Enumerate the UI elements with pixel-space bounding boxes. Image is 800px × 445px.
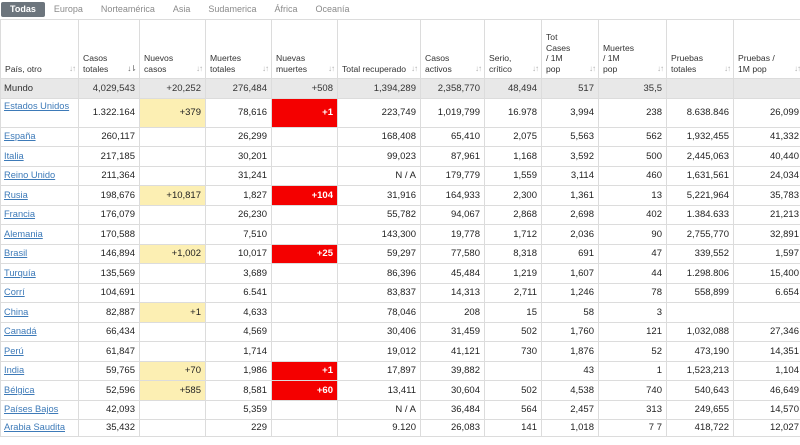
value-cell: [272, 225, 338, 245]
value-cell: 35,432: [79, 420, 140, 437]
value-cell: 31,241: [206, 166, 272, 186]
value-cell: 1: [599, 361, 667, 381]
value-cell: 14,313: [421, 283, 485, 303]
value-cell: 99,023: [338, 147, 421, 167]
tab-norteamérica[interactable]: Norteamérica: [100, 4, 155, 14]
value-cell: 168,408: [338, 127, 421, 147]
value-cell: 1,932,455: [667, 127, 734, 147]
value-cell: +585: [140, 381, 206, 401]
value-cell: [272, 303, 338, 323]
table-row: [1, 361, 800, 381]
country-link[interactable]: Corrí: [4, 287, 25, 298]
value-cell: 19,778: [421, 225, 485, 245]
value-cell: 562: [599, 127, 667, 147]
value-cell: 3,689: [206, 264, 272, 284]
value-cell: 418,722: [667, 420, 734, 437]
value-cell: 135,569: [79, 264, 140, 284]
value-cell: 238: [599, 98, 667, 127]
value-cell: 30,406: [338, 322, 421, 342]
column-header-label: Nuevos casos: [144, 53, 174, 74]
value-cell: 223,749: [338, 98, 421, 127]
column-header-label: País, otro: [5, 63, 42, 74]
value-cell: 1,219: [485, 264, 542, 284]
value-cell: [140, 127, 206, 147]
value-cell: 41,332: [734, 127, 800, 147]
value-cell: 66,434: [79, 322, 140, 342]
value-cell: 12,027: [734, 420, 800, 437]
value-cell: 3,994: [542, 98, 599, 127]
value-cell: 94,067: [421, 205, 485, 225]
value-cell: +104: [272, 186, 338, 206]
value-cell: 502: [485, 322, 542, 342]
value-cell: 402: [599, 205, 667, 225]
value-cell: 1,760: [542, 322, 599, 342]
country-cell: [1, 244, 79, 264]
world-row: [1, 79, 800, 99]
value-cell: 179,779: [421, 166, 485, 186]
column-header-label: Muertes / 1M pop: [603, 42, 635, 74]
value-cell: 2,075: [485, 127, 542, 147]
value-cell: 90: [599, 225, 667, 245]
value-cell: N / A: [338, 400, 421, 420]
value-cell: +70: [140, 361, 206, 381]
value-cell: +25: [272, 244, 338, 264]
value-cell: [272, 264, 338, 284]
value-cell: [272, 127, 338, 147]
value-cell: 7 7: [599, 420, 667, 437]
value-cell: 2,868: [485, 205, 542, 225]
value-cell: 1,712: [485, 225, 542, 245]
table-row: [1, 244, 800, 264]
sort-arrows-icon[interactable]: ↓↑: [724, 63, 730, 73]
value-cell: 9.120: [338, 420, 421, 437]
value-cell: 1,019,799: [421, 98, 485, 127]
value-cell: 691: [542, 244, 599, 264]
value-cell: 43: [542, 361, 599, 381]
value-cell: 35,5: [599, 79, 667, 99]
value-cell: 52: [599, 342, 667, 362]
value-cell: [272, 283, 338, 303]
value-cell: 2,755,770: [667, 225, 734, 245]
sort-arrows-icon[interactable]: ↓⇂: [127, 63, 136, 73]
value-cell: 339,552: [667, 244, 734, 264]
value-cell: 26,099: [734, 98, 800, 127]
table-row: [1, 166, 800, 186]
tab-áfrica[interactable]: África: [274, 4, 298, 14]
country-link[interactable]: Arabia Saudita: [4, 422, 65, 432]
value-cell: 558,899: [667, 283, 734, 303]
value-cell: 500: [599, 147, 667, 167]
value-cell: 146,894: [79, 244, 140, 264]
column-header[interactable]: [485, 20, 542, 79]
column-header-label: Muertes totales: [210, 53, 242, 74]
value-cell: 1.384.633: [667, 205, 734, 225]
value-cell: 276,484: [206, 79, 272, 99]
value-cell: 217,185: [79, 147, 140, 167]
value-cell: 83,837: [338, 283, 421, 303]
value-cell: 4,538: [542, 381, 599, 401]
value-cell: +10,817: [140, 186, 206, 206]
sort-arrows-icon[interactable]: ↓↑: [196, 63, 202, 73]
country-link[interactable]: Francia: [4, 209, 36, 220]
tab-asia[interactable]: Asia: [172, 4, 191, 14]
value-cell: 121: [599, 322, 667, 342]
table-row: [1, 420, 800, 437]
value-cell: 1,104: [734, 361, 800, 381]
value-cell: 61,847: [79, 342, 140, 362]
value-cell: 17,897: [338, 361, 421, 381]
value-cell: 2,300: [485, 186, 542, 206]
country-cell: [1, 225, 79, 245]
value-cell: 16.978: [485, 98, 542, 127]
value-cell: [734, 303, 800, 323]
value-cell: [667, 79, 734, 99]
value-cell: 27,346: [734, 322, 800, 342]
value-cell: 30,604: [421, 381, 485, 401]
column-header[interactable]: [206, 20, 272, 79]
country-link[interactable]: Perú: [4, 345, 24, 356]
value-cell: 15,400: [734, 264, 800, 284]
value-cell: 1,714: [206, 342, 272, 362]
value-cell: 5,221,964: [667, 186, 734, 206]
sort-arrows-icon[interactable]: ↓↑: [328, 63, 334, 73]
value-cell: 1,559: [485, 166, 542, 186]
value-cell: [140, 322, 206, 342]
value-cell: +508: [272, 79, 338, 99]
value-cell: 77,580: [421, 244, 485, 264]
value-cell: 170,588: [79, 225, 140, 245]
value-cell: 21,213: [734, 205, 800, 225]
column-header[interactable]: [79, 20, 140, 79]
value-cell: 1,631,561: [667, 166, 734, 186]
value-cell: 473,190: [667, 342, 734, 362]
column-header-label: Casos totales: [83, 53, 109, 74]
value-cell: 208: [421, 303, 485, 323]
country-cell: Mundo: [1, 79, 79, 99]
table-row: [1, 127, 800, 147]
column-header[interactable]: [542, 20, 599, 79]
sort-arrows-icon[interactable]: ↓↑: [794, 63, 800, 73]
value-cell: 14,351: [734, 342, 800, 362]
value-cell: 40,440: [734, 147, 800, 167]
value-cell: 32,891: [734, 225, 800, 245]
value-cell: +1: [272, 361, 338, 381]
value-cell: 198,676: [79, 186, 140, 206]
value-cell: 3: [599, 303, 667, 323]
sort-arrows-icon[interactable]: ↓↑: [657, 63, 663, 73]
value-cell: 55,782: [338, 205, 421, 225]
tab-sudamerica[interactable]: Sudamerica: [208, 4, 257, 14]
table-row: [1, 98, 800, 127]
value-cell: 249,655: [667, 400, 734, 420]
value-cell: [140, 264, 206, 284]
value-cell: [272, 205, 338, 225]
value-cell: 42,093: [79, 400, 140, 420]
value-cell: [272, 342, 338, 362]
value-cell: [140, 147, 206, 167]
value-cell: 8,581: [206, 381, 272, 401]
value-cell: 1,523,213: [667, 361, 734, 381]
column-header-label: Nuevas muertes: [276, 53, 308, 74]
value-cell: 143,300: [338, 225, 421, 245]
value-cell: [140, 420, 206, 437]
value-cell: +20,252: [140, 79, 206, 99]
country-cell: [1, 186, 79, 206]
value-cell: 78,046: [338, 303, 421, 323]
country-cell: [1, 166, 79, 186]
country-link[interactable]: Estados Unidos: [4, 100, 70, 111]
country-cell: [1, 147, 79, 167]
value-cell: 46,649: [734, 381, 800, 401]
value-cell: 52,596: [79, 381, 140, 401]
value-cell: 1,246: [542, 283, 599, 303]
value-cell: [272, 322, 338, 342]
column-header[interactable]: [338, 20, 421, 79]
column-header-label: Casos activos: [425, 53, 452, 74]
value-cell: 1,018: [542, 420, 599, 437]
country-cell: [1, 400, 79, 420]
value-cell: 540,643: [667, 381, 734, 401]
value-cell: 1,168: [485, 147, 542, 167]
column-header[interactable]: [140, 20, 206, 79]
value-cell: 4,633: [206, 303, 272, 323]
value-cell: [140, 400, 206, 420]
value-cell: 517: [542, 79, 599, 99]
value-cell: +1,002: [140, 244, 206, 264]
sort-arrows-icon[interactable]: ↓↑: [475, 63, 481, 73]
value-cell: +379: [140, 98, 206, 127]
value-cell: 740: [599, 381, 667, 401]
value-cell: 1.322.164: [79, 98, 140, 127]
column-header[interactable]: [421, 20, 485, 79]
value-cell: 41,121: [421, 342, 485, 362]
value-cell: 2,711: [485, 283, 542, 303]
value-cell: 36,484: [421, 400, 485, 420]
value-cell: 2,698: [542, 205, 599, 225]
value-cell: [140, 342, 206, 362]
table-row: [1, 225, 800, 245]
country-link[interactable]: Países Bajos: [4, 404, 59, 415]
table-row: [1, 400, 800, 420]
value-cell: 1,032,088: [667, 322, 734, 342]
country-cell: [1, 420, 79, 437]
value-cell: 104,691: [79, 283, 140, 303]
value-cell: [272, 420, 338, 437]
table-row: [1, 205, 800, 225]
table-row: [1, 283, 800, 303]
table-header: [1, 20, 800, 79]
country-cell: [1, 205, 79, 225]
value-cell: 48,494: [485, 79, 542, 99]
country-cell: [1, 361, 79, 381]
column-header-label: Serio, crítico: [489, 53, 512, 74]
value-cell: 2,358,770: [421, 79, 485, 99]
table-row: [1, 322, 800, 342]
value-cell: 176,079: [79, 205, 140, 225]
value-cell: 1,361: [542, 186, 599, 206]
value-cell: 564: [485, 400, 542, 420]
value-cell: 2,445,063: [667, 147, 734, 167]
value-cell: [140, 166, 206, 186]
country-link[interactable]: Canadá: [4, 326, 37, 337]
country-link[interactable]: China: [4, 306, 29, 317]
value-cell: 3,592: [542, 147, 599, 167]
tab-europa[interactable]: Europa: [53, 4, 83, 14]
value-cell: [140, 205, 206, 225]
sort-arrows-icon[interactable]: ↓↑: [69, 63, 75, 73]
value-cell: 1,876: [542, 342, 599, 362]
value-cell: 6.541: [206, 283, 272, 303]
country-cell: [1, 98, 79, 127]
country-link[interactable]: Alemania: [4, 228, 43, 239]
value-cell: 141: [485, 420, 542, 437]
value-cell: 65,410: [421, 127, 485, 147]
table-row: [1, 147, 800, 167]
value-cell: 59,297: [338, 244, 421, 264]
value-cell: 4,029,543: [79, 79, 140, 99]
sort-arrows-icon[interactable]: ↓↑: [589, 63, 595, 73]
value-cell: 47: [599, 244, 667, 264]
table-row: [1, 186, 800, 206]
value-cell: 82,887: [79, 303, 140, 323]
table-body: [1, 79, 800, 437]
value-cell: 86,396: [338, 264, 421, 284]
value-cell: 5,359: [206, 400, 272, 420]
value-cell: +1: [140, 303, 206, 323]
value-cell: 30,201: [206, 147, 272, 167]
value-cell: 35,783: [734, 186, 800, 206]
value-cell: 1.298.806: [667, 264, 734, 284]
value-cell: 24,034: [734, 166, 800, 186]
value-cell: 260,117: [79, 127, 140, 147]
table-row: [1, 303, 800, 323]
value-cell: 26,083: [421, 420, 485, 437]
value-cell: [272, 400, 338, 420]
value-cell: 2,036: [542, 225, 599, 245]
value-cell: 164,933: [421, 186, 485, 206]
column-header[interactable]: [734, 20, 800, 79]
value-cell: 5,563: [542, 127, 599, 147]
value-cell: 313: [599, 400, 667, 420]
value-cell: 26,230: [206, 205, 272, 225]
value-cell: 460: [599, 166, 667, 186]
country-cell: [1, 303, 79, 323]
country-link[interactable]: Reino Unido: [4, 170, 56, 181]
table-row: [1, 342, 800, 362]
value-cell: 7,510: [206, 225, 272, 245]
column-header-label: Total recuperado: [342, 63, 407, 74]
column-header[interactable]: [1, 20, 79, 79]
value-cell: 78,616: [206, 98, 272, 127]
country-link[interactable]: Turquía: [4, 267, 36, 278]
value-cell: 78: [599, 283, 667, 303]
country-link[interactable]: India: [4, 365, 25, 376]
value-cell: 1,597: [734, 244, 800, 264]
sort-arrows-icon[interactable]: ↓↑: [262, 63, 268, 73]
value-cell: 4,569: [206, 322, 272, 342]
value-cell: 8,318: [485, 244, 542, 264]
country-cell: [1, 342, 79, 362]
value-cell: 13,411: [338, 381, 421, 401]
value-cell: [140, 283, 206, 303]
value-cell: 10,017: [206, 244, 272, 264]
country-link[interactable]: España: [4, 131, 36, 142]
covid-table: [0, 19, 800, 437]
country-cell: [1, 322, 79, 342]
value-cell: 19,012: [338, 342, 421, 362]
tab-oceanía[interactable]: Oceanía: [315, 4, 350, 14]
country-cell: [1, 127, 79, 147]
tab-todas[interactable]: Todas: [1, 2, 45, 17]
value-cell: [272, 147, 338, 167]
value-cell: 31,459: [421, 322, 485, 342]
value-cell: 1,827: [206, 186, 272, 206]
value-cell: 730: [485, 342, 542, 362]
sort-arrows-icon[interactable]: ↓↑: [532, 63, 538, 73]
value-cell: 3,114: [542, 166, 599, 186]
value-cell: 502: [485, 381, 542, 401]
value-cell: [140, 225, 206, 245]
value-cell: [667, 303, 734, 323]
value-cell: +1: [272, 98, 338, 127]
value-cell: 13: [599, 186, 667, 206]
region-tabs: [0, 0, 800, 19]
value-cell: 211,364: [79, 166, 140, 186]
sort-arrows-icon[interactable]: ↓↑: [411, 63, 417, 73]
column-header[interactable]: [272, 20, 338, 79]
value-cell: 26,299: [206, 127, 272, 147]
value-cell: 8.638.846: [667, 98, 734, 127]
column-header[interactable]: [667, 20, 734, 79]
value-cell: 45,484: [421, 264, 485, 284]
value-cell: 58: [542, 303, 599, 323]
column-header-label: Pruebas totales: [671, 53, 704, 74]
country-link[interactable]: Rusia: [4, 189, 28, 200]
value-cell: 44: [599, 264, 667, 284]
country-cell: [1, 283, 79, 303]
value-cell: 87,961: [421, 147, 485, 167]
value-cell: 59,765: [79, 361, 140, 381]
value-cell: N / A: [338, 166, 421, 186]
value-cell: 1,607: [542, 264, 599, 284]
value-cell: 39,882: [421, 361, 485, 381]
table-row: [1, 381, 800, 401]
country-cell: [1, 264, 79, 284]
value-cell: 1,986: [206, 361, 272, 381]
value-cell: +60: [272, 381, 338, 401]
column-header[interactable]: [599, 20, 667, 79]
country-link[interactable]: Bélgica: [4, 384, 35, 395]
column-header-label: Tot Cases / 1M pop: [546, 32, 571, 74]
value-cell: 229: [206, 420, 272, 437]
column-header-label: Pruebas / 1M pop: [738, 53, 775, 74]
value-cell: [734, 79, 800, 99]
value-cell: [272, 166, 338, 186]
country-link[interactable]: Brasil: [4, 248, 28, 259]
value-cell: 15: [485, 303, 542, 323]
value-cell: 6.654: [734, 283, 800, 303]
value-cell: 2,457: [542, 400, 599, 420]
country-cell: [1, 381, 79, 401]
value-cell: 14,570: [734, 400, 800, 420]
country-link[interactable]: Italia: [4, 150, 24, 161]
value-cell: [485, 361, 542, 381]
value-cell: 31,916: [338, 186, 421, 206]
value-cell: 1,394,289: [338, 79, 421, 99]
table-row: [1, 264, 800, 284]
